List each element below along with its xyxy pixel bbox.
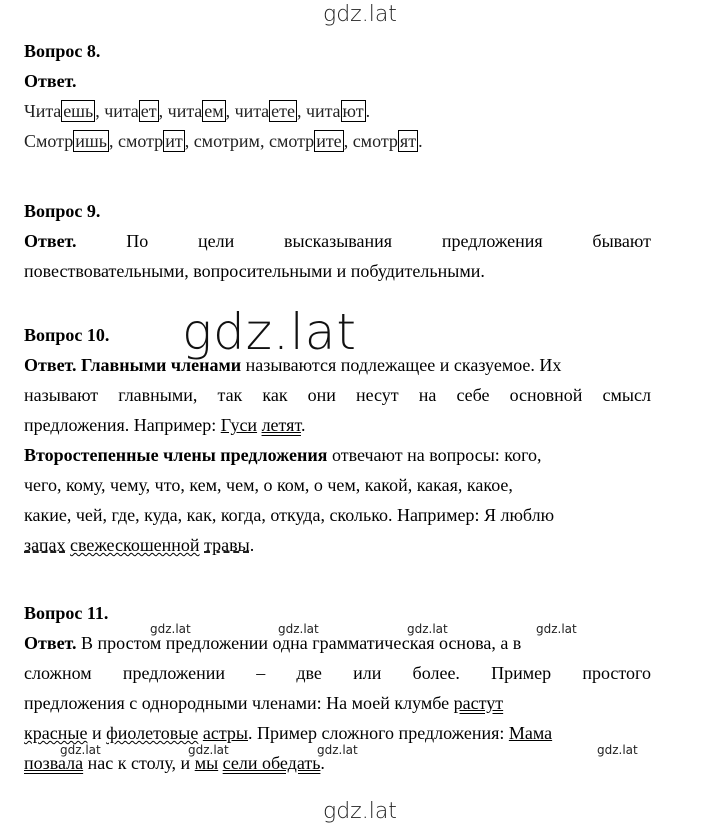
answer-line-2: сложном предложении – две или более. Пример простого <box>24 663 651 683</box>
answer-line-5: позвала нас к столу, и мы сели обедать. <box>24 753 325 773</box>
verb-row-2: Смотр ишь , смотр ит , смотрим, смотр ите , смотр ят . <box>24 131 423 151</box>
answer-line-7: запах свежескошенной травы. <box>24 535 255 555</box>
watermark-bottom: gdz.lat <box>323 799 397 824</box>
question-title: Вопрос 9. <box>24 201 101 221</box>
watermark-small: gdz.lat <box>150 622 191 636</box>
predicate-word: сели обедать <box>222 753 321 773</box>
predicate-word: растут <box>453 693 504 713</box>
question-8 <box>24 36 651 156</box>
watermark-small: gdz.lat <box>60 743 101 757</box>
watermark-small: gdz.lat <box>188 743 229 757</box>
question-11 <box>24 598 651 778</box>
watermark-small: gdz.lat <box>278 622 319 636</box>
question-title: Вопрос 11. <box>24 603 109 623</box>
verb-row-1: Читa ешь , читa ет , читa ем , читa ете , читa ют . <box>24 101 371 121</box>
object-word: запах <box>24 535 66 555</box>
watermark-small: gdz.lat <box>407 622 448 636</box>
watermark-small: gdz.lat <box>536 622 577 636</box>
attribute-word: красные <box>24 723 88 743</box>
subject-word: Гуси <box>220 415 258 435</box>
answer-line-6: какие, чей, где, куда, как, когда, откуда, сколько. Например: Я люблю <box>24 505 555 525</box>
answer-line-4: красные и фиолетовые астры. Пример сложного предложения: Мама <box>24 723 553 743</box>
subject-word: Мама <box>508 723 553 743</box>
watermark-small: gdz.lat <box>317 743 358 757</box>
answer-line-1: Ответ. В простом предложении одна грамматическая основа, а в <box>24 633 522 653</box>
answer-line-1: Ответ. Главными членами называются подлежащее и сказуемое. Их <box>24 355 562 375</box>
question-title: Вопрос 8. <box>24 41 101 61</box>
predicate-word: летят <box>261 415 301 435</box>
watermark-small: gdz.lat <box>597 743 638 757</box>
subject-word: астры <box>202 723 249 743</box>
predicate-word: позвала <box>24 753 84 773</box>
question-9 <box>24 196 651 286</box>
answer-line-2: повествовательными, вопросительными и побудительными. <box>24 261 485 281</box>
question-10 <box>24 320 651 560</box>
answer-line-5: чего, кому, чему, что, кем, чем, о ком, о чем, какой, какая, какое, <box>24 475 513 495</box>
answer-line-4: Второстепенные члены предложения отвечают на вопросы: кого, <box>24 445 542 465</box>
answer-line-1: Ответ. По цели высказывания предложения бывают <box>24 231 651 251</box>
subject-word: мы <box>194 753 219 773</box>
answer-line-3: предложения с однородными членами: На моей клумбе растут <box>24 693 504 713</box>
question-title: Вопрос 10. <box>24 325 110 345</box>
object-word: травы <box>204 535 250 555</box>
watermark-top: gdz.lat <box>323 2 397 27</box>
attribute-word: свежескошенной <box>69 535 200 555</box>
answer-line-3: предложения. Например: Гуси летят. <box>24 415 306 435</box>
answer-line-2: называют главными, так как они несут на себе основной смысл <box>24 385 651 405</box>
attribute-word: фиолетовые <box>106 723 199 743</box>
watermark-large: gdz.lat <box>182 303 358 361</box>
answer-label: Ответ. <box>24 71 77 91</box>
